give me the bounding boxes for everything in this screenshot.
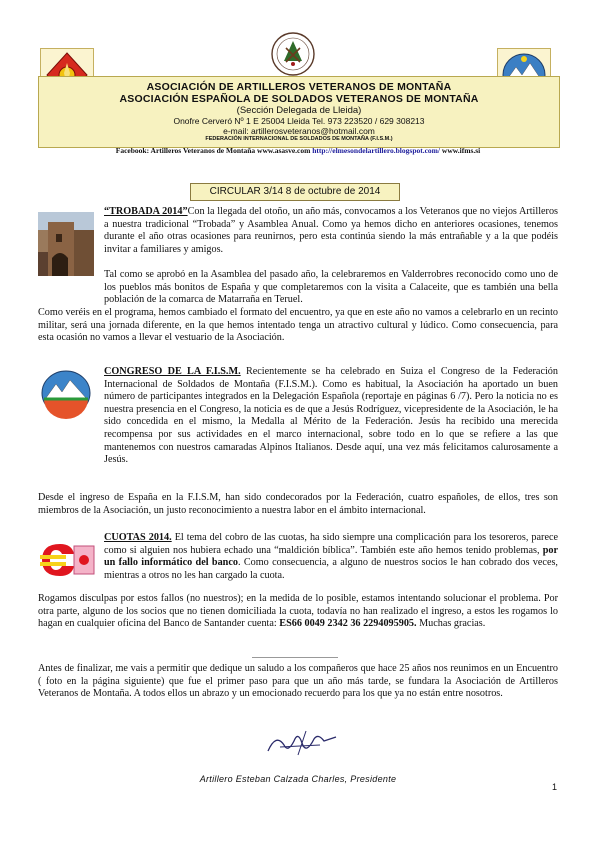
address-line: Onofre Cerveró Nº 1 E 25004 Lleida Tel. 973 223520 / 629 308213 [173, 116, 425, 126]
association-name-1: ASOCIACIÓN DE ARTILLEROS VETERANOS DE MONTAÑA [146, 81, 452, 93]
fism-web-link[interactable]: www.ifms.si [440, 146, 481, 155]
trobada-paragraph [104, 206, 558, 256]
president-signature [262, 725, 342, 761]
signoff-line: Artillero Esteban Calzada Charles, Presidente [199, 774, 397, 784]
cuotas-bank-error: por un fallo informático del banco [104, 544, 558, 569]
valderrobres-photo [38, 212, 94, 276]
trobada-paragraph-2: Tal como se aprobó en la Asamblea del pasado año, la celebraremos en Valderrobres reconocido como uno de los pueblos más bonitos de España y que completaremos con la visita a Calaceite, que es también una bella población de la comarca de Matarraña en Teruel. [104, 269, 558, 306]
congreso-text-1: Recientemente se ha celebrado en Suiza el Congreso de la Federación Internacional de Soldados de Montaña (F.I.S.M.). Como es habitual, la Asociación ha aportado un buen número de participantes integrados en la Delegación Española (reportaje en páginas 6 /7). Pero la noticia no es nuestra presencia en el Congreso, la noticia es de que a Jesús Rodríguez, vicepresidente de la Asociación, le ha sido concedida en el mismo, la Medalla al Mérito de la Federación. Jesús ha recibido una merecida recompensa por sus actividades en el marco internacional, sobre todo en lo que se refiere a las que mantenemos con nuestros camaradas Alpinos Italianos. Desde aquí, una vez más felicitamos calurosamente a Jesús. [104, 366, 558, 466]
section-subtitle: (Sección Delegada de Lleida) [236, 105, 362, 116]
cuotas-paragraph-2 [38, 593, 558, 631]
blog-link[interactable]: http://elmesondelartillero.blogspot.com/ [312, 146, 441, 155]
association-crest-logo [262, 28, 324, 80]
cuotas-text-1a: El tema del cobro de las cuotas, ha sido siempre una complicación para los tesoreros, parece como si alguien nos hubiera echado una “maldición bíblica”. También este año hemos tenido problemas, [104, 532, 559, 556]
bank-account-number: ES66 0049 2342 36 2294095905. [279, 618, 417, 630]
cuotas-text-2b: Muchas gracias. [416, 618, 486, 630]
links-line [32, 146, 564, 155]
trobada-label: “TROBADA 2014” [104, 206, 188, 217]
email-line: e-mail: artillerosveteranos@hotmail.com [223, 126, 375, 136]
congreso-paragraph-top [104, 366, 558, 466]
cuotas-paragraph-top [104, 532, 558, 582]
association-name-2: ASOCIACIÓN ESPAÑOLA DE SOLDADOS VETERANOS DE MONTAÑA [119, 93, 479, 105]
page-number: 1 [552, 782, 558, 792]
circular-title: CIRCULAR 3/14 8 de octubre de 2014 [190, 183, 400, 201]
euro-icon [38, 540, 96, 580]
cuotas-text-1b: . Como consecuencia, a alguno de nuestros socios le han cobrado dos veces, mientras a otros no les han cargado la cuota. [104, 557, 558, 581]
fism-congress-logo [38, 368, 94, 418]
trobada-text-1: Con la llegada del otoño, un año más, convocamos a los Veteranos que no viejos Artilleros a nuestra tradicional “Trobada” y Asamblea Anual. Como ya hemos dicho en anteriores ocasiones, tenemos durante el año otras ocasiones para reunirnos, pero esta continúa siendo la más entrañable y a la que podéis invitar a familiares y amigos. [104, 206, 559, 255]
congreso-paragraph-2: Desde el ingreso de España en la F.I.S.M, han sido condecorados por la Federación, cuatro españoles, de ellos, tres son miembros de la Asociación, un justo reconocimiento a nuestra labor en el ámbito internacional. [38, 492, 558, 516]
links-prefix: Facebook: Artilleros Veteranos de Montaña www.asasve.com [115, 146, 313, 155]
trobada-paragraph-3: Como veréis en el programa, hemos cambiado el formato del encuentro, ya que en este año no vamos a celebrarlo en un recinto militar, será una jornada diferente, en la que hemos intentado tenga un atractivo cultural y lúdico. Como consecuencia, para esta ocasión no vamos a llevar el vestuario de la Asociación. [38, 307, 558, 344]
cuotas-label: CUOTAS 2014. [104, 532, 172, 543]
section-divider [252, 657, 338, 658]
cuotas-text-2a: Rogamos disculpas por estos fallos (no nuestros); en la medida de lo posible, estamos intentando solucionar el problema. Por otra parte, alguno de los socios que no tienen domiciliada la cuota, todavía no han realizado el ingreso, a estos les rogamos lo hagan en cualquier oficina del Banco de Santander cuenta: [38, 593, 558, 630]
letterhead-box [38, 76, 560, 148]
congreso-label: CONGRESO DE LA F.I.S.M. [104, 366, 241, 377]
closing-paragraph: Antes de finalizar, me vais a permitir que dedique un saludo a los compañeros que hace 25 años nos reunimos en un Encuentro ( foto en la página siguiente) que fue el primer paso para que un año más tarde, se fundara la Asociación de Artilleros Veteranos de Montaña. A todos ellos un abrazo y un emocionado recuerdo para los que ya no están entre nosotros. [38, 663, 558, 700]
federation-line: FEDERACIÓN INTERNACIONAL DE SOLDADOS DE MONTAÑA (F.I.S.M.) [205, 136, 393, 142]
